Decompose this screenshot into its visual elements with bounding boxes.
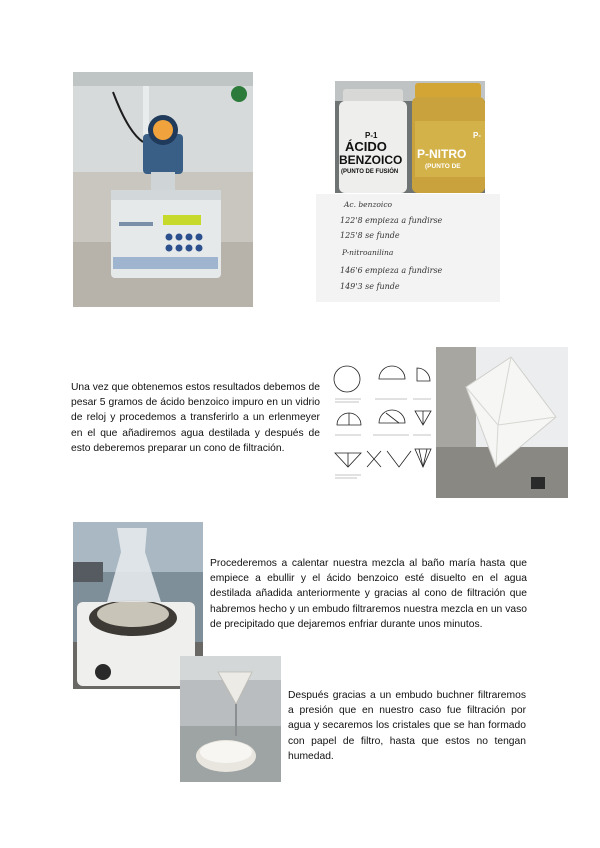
filter-folding-diagram (331, 363, 434, 485)
buchner-funnel-photo (180, 656, 281, 782)
left-jar-label-1: P-1 (365, 131, 378, 140)
notes-line: 125'8 se funde (340, 231, 400, 240)
left-jar-label-2: ÁCIDO (345, 139, 387, 154)
melting-point-apparatus-photo (73, 72, 253, 307)
notes-line: 149'3 se funde (340, 282, 400, 291)
folding-steps-illustration (331, 363, 434, 485)
paragraph-weighing: Una vez que obtenemos estos resultados debemos de pesar 5 gramos de ácido benzoico impuro en un vidrio de reloj y procedemos a transferirlo a un erlenmeyer en el que añadiremos agua destilada y después de esto deberemos preparar un cono de filtración. (71, 382, 320, 454)
apparatus-illustration (73, 72, 253, 307)
folded-filter-paper-photo (436, 347, 568, 498)
handwritten-notes-photo (316, 194, 500, 302)
right-jar-label-1: P- (473, 131, 481, 140)
notes-line: 122'8 empieza a fundirse (340, 216, 443, 225)
notes-line: 146'6 empieza a fundirse (340, 266, 443, 275)
left-jar-label-3: BENZOICO (339, 153, 403, 167)
jars-illustration (335, 81, 485, 193)
notes-line: Ac. benzoico (344, 200, 393, 209)
left-jar-label-4: (PUNTO DE FUSIÓN (341, 169, 399, 175)
notes-line: P-nitroanilina (342, 248, 394, 257)
paragraph-buchner: Después gracias a un embudo buchner filtraremos a presión que en nuestro caso fue filtración por agua y secaremos los cristales que se han formado con papel de filtro, hasta que estos no tengan humedad. (288, 690, 526, 762)
buchner-illustration (180, 656, 281, 782)
paragraph-heating: Procederemos a calentar nuestra mezcla al baño maría hasta que empiece a ebullir y el ácido benzoico esté disuelto en el agua destilada añadida anteriormente y gracias al cono de filtración que habremos hecho y un embudo filtraremos nuestra mezcla en un vaso de precipitado que dejaremos enfriar durante unos minutos. (210, 558, 527, 630)
sample-jars-photo (335, 81, 485, 193)
right-jar-label-2: P-NITRO (417, 147, 467, 161)
filter-paper-illustration (436, 347, 568, 498)
right-jar-label-3: (PUNTO DE (425, 163, 461, 170)
